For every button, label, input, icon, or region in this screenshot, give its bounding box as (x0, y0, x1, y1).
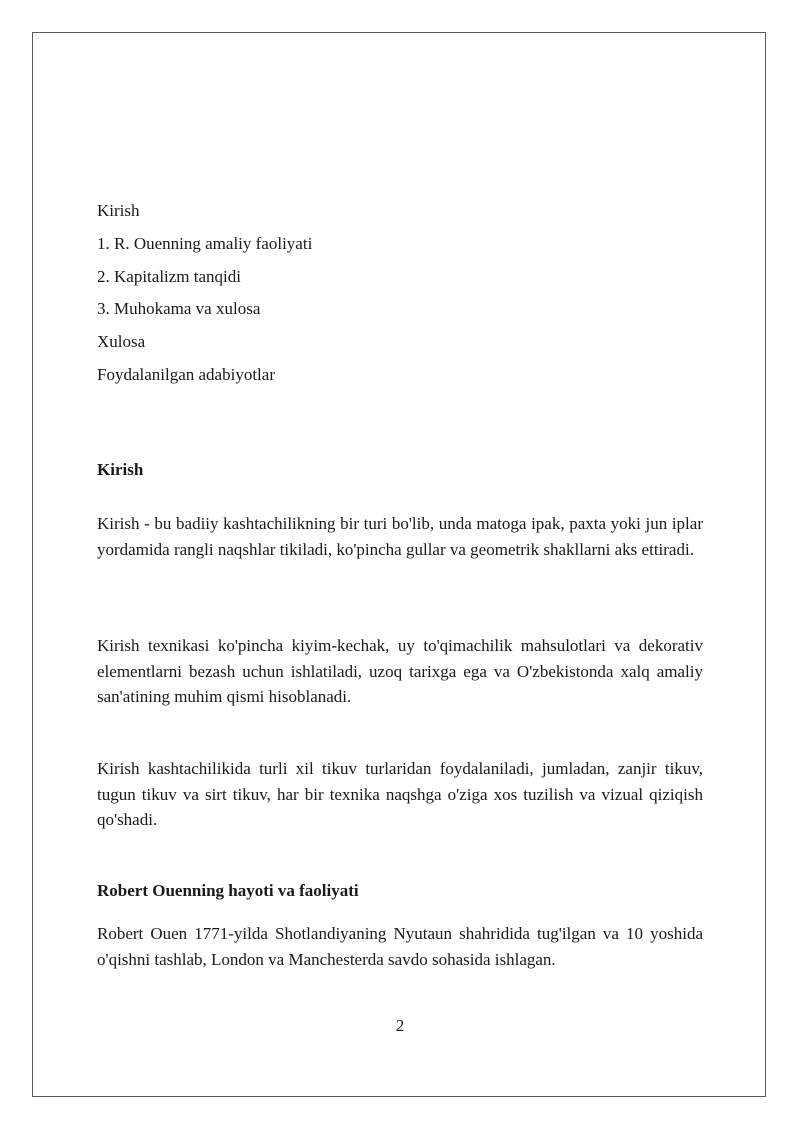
paragraph: Robert Ouen 1771-yilda Shotlandiyaning Nyutaun shahridida tug'ilgan va 10 yoshida o'qishni tashlab, London va Manchesterda savdo sohasida ishlagan. (97, 924, 703, 969)
toc-item: 1. R. Ouenning amaliy faoliyati (97, 234, 313, 253)
section-heading-kirish: Kirish (97, 460, 144, 479)
paragraph: Kirish - bu badiiy kashtachilikning bir turi bo'lib, unda matoga ipak, paxta yoki jun iplar yordamida rangli naqshlar tikiladi, ko'pincha gullar va geometrik shakllarni aks ettiradi. (97, 514, 703, 559)
toc-item: Xulosa (97, 332, 146, 351)
toc-item: 3. Muhokama va xulosa (97, 299, 261, 318)
toc-item: 2. Kapitalizm tanqidi (97, 267, 241, 286)
section-heading-robert-ouen: Robert Ouenning hayoti va faoliyati (97, 881, 359, 900)
paragraph: Kirish texnikasi ko'pincha kiyim-kechak, uy to'qimachilik mahsulotlari va dekorativ elementlarni bezash uchun ishlatiladi, uzoq tarixga ega va O'zbekistonda xalq amaliy san'atining muhim qismi hisoblanadi. (97, 636, 703, 706)
toc-item: Kirish (97, 201, 140, 220)
page-number: 2 (395, 1016, 405, 1035)
paragraph: Kirish kashtachilikida turli xil tikuv turlaridan foydalaniladi, jumladan, zanjir tikuv, tugun tikuv va sirt tikuv, har bir texnika naqshga o'ziga xos tuzilish va vizual qiziqish qo'shadi. (97, 759, 703, 829)
toc-item: Foydalanilgan adabiyotlar (97, 365, 275, 384)
